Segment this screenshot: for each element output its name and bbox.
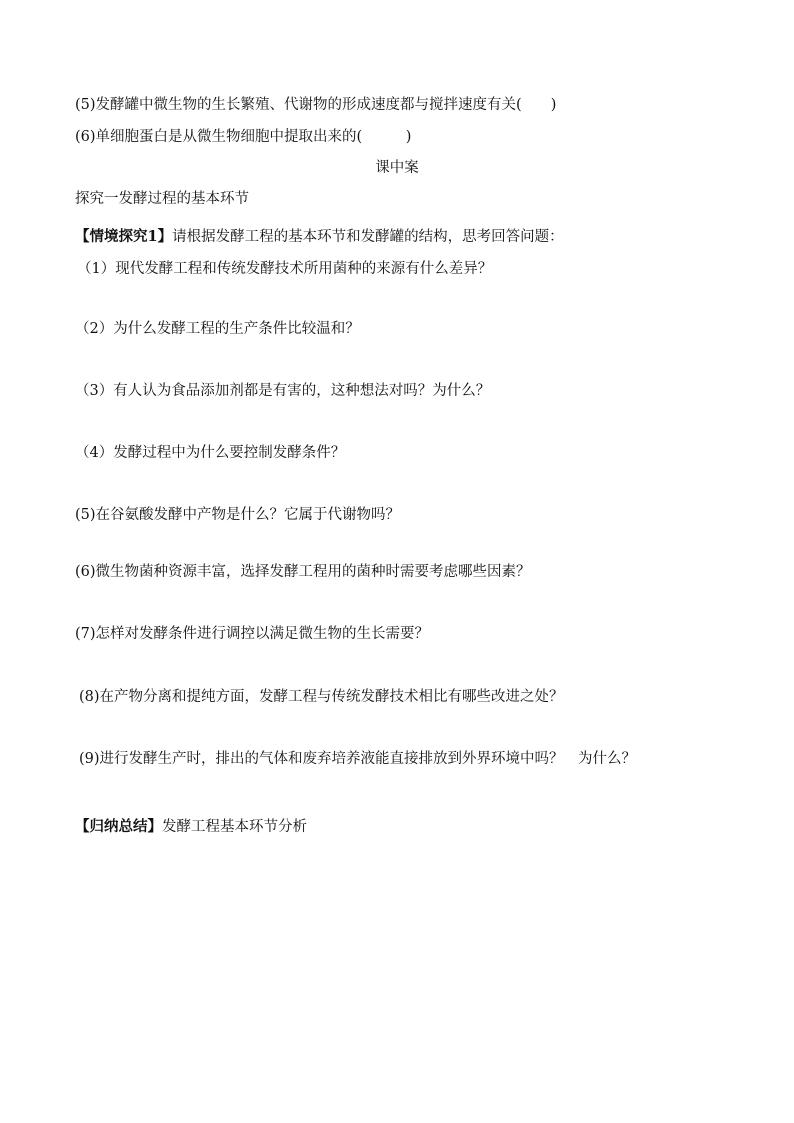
scenario-line (75, 227, 564, 247)
question-1: （1）现代发酵工程和传统发酵技术所用菌种的来源有什么差异？ (77, 261, 493, 277)
question-4: （4）发酵过程中为什么要控制发酵条件？ (75, 445, 346, 461)
question-8: (8)在产物分离和提纯方面，发酵工程与传统发酵技术相比有哪些改进之处？ (79, 689, 564, 705)
summary-line (75, 817, 307, 837)
question-5: (5)在谷氨酸发酵中产物是什么？它属于代谢物吗？ (75, 507, 401, 523)
section-title: 课中案 (375, 160, 419, 176)
scenario-intro: 请根据发酵工程的基本环节和发酵罐的结构，思考回答问题： (172, 229, 564, 245)
summary-text: 发酵工程基本环节分析 (162, 819, 307, 835)
question-2: （2）为什么发酵工程的生产条件比较温和？ (75, 321, 360, 337)
question-6: (6)微生物菌种资源丰富，选择发酵工程用的菌种时需要考虑哪些因素？ (75, 564, 531, 580)
question-9: (9)进行发酵生产时，排出的气体和废弃培养液能直接排放到外界环境中吗？ 为什么？ (79, 751, 637, 767)
explore-heading: 探究一发酵过程的基本环节 (75, 191, 249, 207)
scenario-tag: 【情境探究1】 (75, 228, 173, 245)
summary-tag: 【归纳总结】 (75, 818, 162, 835)
question-7: (7)怎样对发酵条件进行调控以满足微生物的生长需要？ (75, 626, 430, 642)
prev-item-6: (6)单细胞蛋白是从微生物细胞中提取出来的( ) (75, 129, 412, 145)
prev-item-5: (5)发酵罐中微生物的生长繁殖、代谢物的形成速度都与搅拌速度有关( ) (75, 97, 557, 113)
question-3: （3）有人认为食品添加剂都是有害的，这种想法对吗？为什么？ (75, 383, 491, 399)
